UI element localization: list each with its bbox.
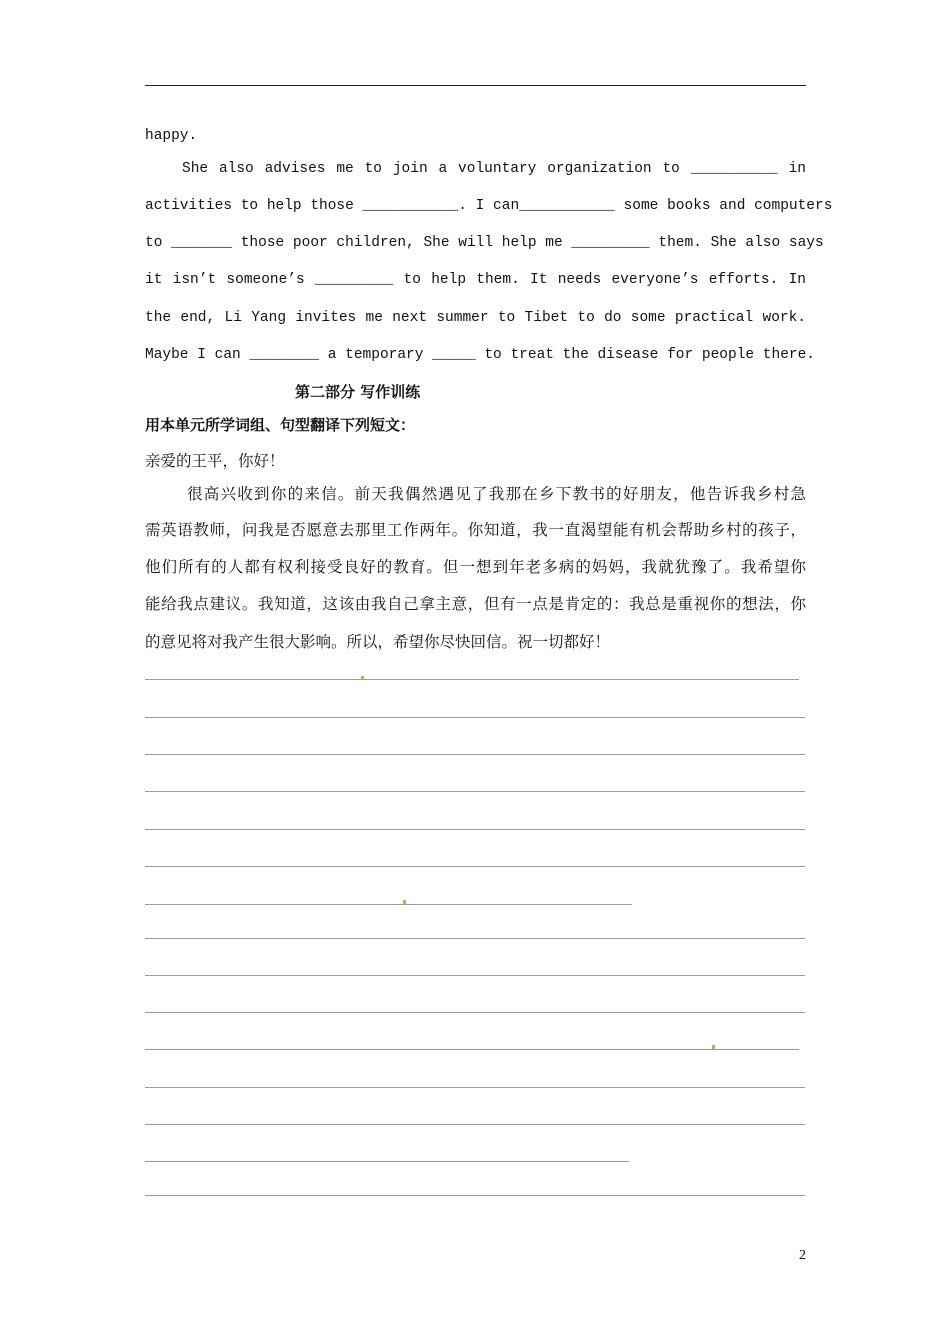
letter-greeting: 亲爱的王平，你好！ [145,452,285,470]
letter-line-4: 能给我点建议。我知道，这该由我自己拿主意，但有一点是肯定的：我总是重视你的想法，你 [145,595,806,613]
letter-line-2: 需英语教师，问我是否愿意去那里工作两年。你知道，我一直渴望能有机会帮助乡村的孩子， [145,521,806,539]
letter-line-1: 很高兴收到你的来信。前天我偶然遇见了我那在乡下教书的好朋友，他告诉我乡村急 [187,485,806,503]
letter-line-3: 他们所有的人都有权利接受良好的教育。但一想到年老多病的妈妈，我就犹豫了。我希望你 [145,558,806,576]
writing-line [145,679,799,680]
passage-line-5: it isn’t someone’s _________ to help them. It needs everyone’s efforts. In [145,272,806,288]
passage-line-2: She also advises me to join a voluntary organization to __________ in [182,161,806,177]
letter-line-5 [145,630,806,652]
writing-line [145,717,805,718]
letter-closing: 祝一切都好！ [517,633,611,651]
passage-line-3: activities to help those ___________. I can___________ some books and computers [145,198,833,214]
writing-line [145,904,632,905]
writing-line [145,866,805,867]
top-rule [145,85,806,86]
writing-line [145,1195,805,1196]
writing-line [145,975,805,976]
writing-line [145,1087,805,1088]
writing-line [145,938,805,939]
writing-line [145,1161,629,1162]
passage-line-1: happy. [145,128,198,144]
scan-mark [403,900,406,904]
passage-line-7: Maybe I can ________ a temporary _____ to treat the disease for people there. [145,347,816,363]
writing-line [145,754,805,755]
page-number: 2 [799,1248,806,1263]
passage-line-6: the end, Li Yang invites me next summer to Tibet to do some practical work. [145,310,806,326]
writing-line [145,1012,805,1013]
passage-line-4: to _______ those poor children, She will help me _________ them. She also says [145,235,824,251]
section-instruction: 用本单元所学词组、句型翻译下列短文： [145,416,416,434]
writing-line [145,1124,805,1125]
writing-line [145,829,805,830]
writing-line [145,791,805,792]
writing-line [145,1049,799,1050]
section-title: 第二部分 写作训练 [295,383,421,401]
scan-mark [712,1045,715,1049]
scan-mark [361,676,364,680]
letter-line-5-text: 的意见将对我产生很大影响。所以，希望你尽快回信。 [145,633,518,651]
